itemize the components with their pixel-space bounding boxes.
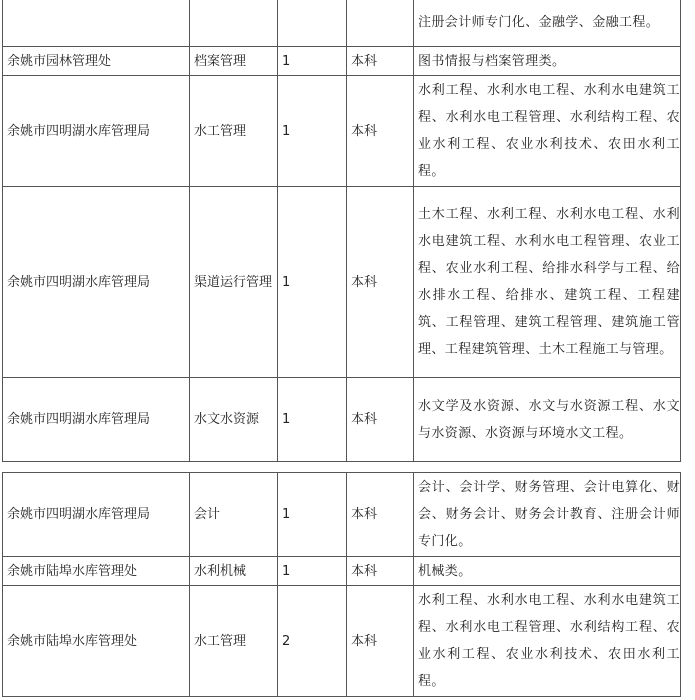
post-cell: 会计 <box>190 473 278 557</box>
table-row <box>3 473 681 557</box>
education-cell <box>347 0 414 47</box>
education-cell: 本科 <box>347 378 414 462</box>
education-cell: 本科 <box>347 47 414 76</box>
education-cell: 本科 <box>347 76 414 187</box>
count-cell: 1 <box>278 378 347 462</box>
table-row <box>3 47 681 76</box>
unit-cell: 余姚市陆埠水库管理处 <box>3 586 190 697</box>
unit-cell: 余姚市四明湖水库管理局 <box>3 473 190 557</box>
post-cell: 水工管理 <box>190 76 278 187</box>
count-cell: 1 <box>278 187 347 378</box>
post-cell: 水文水资源 <box>190 378 278 462</box>
table-row <box>3 378 681 462</box>
recruitment-table-lower <box>2 472 681 697</box>
table-row <box>3 586 681 697</box>
major-cell: 水文学及水资源、水文与水资源工程、水文与水资源、水资源与环境水文工程。 <box>414 378 681 462</box>
table-row <box>3 187 681 378</box>
unit-cell: 余姚市园林管理处 <box>3 47 190 76</box>
post-cell: 水工管理 <box>190 586 278 697</box>
major-cell: 水利工程、水利水电工程、水利水电建筑工程、水利水电工程管理、水利结构工程、农业水利工程、农业水利技术、农田水利工程。 <box>414 76 681 187</box>
major-cell: 水利工程、水利水电工程、水利水电建筑工程、水利水电工程管理、水利结构工程、农业水利工程、农业水利技术、农田水利工程。 <box>414 586 681 697</box>
post-cell: 渠道运行管理 <box>190 187 278 378</box>
recruitment-table-upper <box>2 0 681 462</box>
unit-cell: 余姚市陆埠水库管理处 <box>3 557 190 586</box>
count-cell <box>278 0 347 47</box>
major-cell: 图书情报与档案管理类。 <box>414 47 681 76</box>
unit-cell: 余姚市四明湖水库管理局 <box>3 378 190 462</box>
major-cell: 注册会计师专门化、金融学、金融工程。 <box>414 0 681 47</box>
unit-cell <box>3 0 190 47</box>
post-cell: 水利机械 <box>190 557 278 586</box>
major-cell: 机械类。 <box>414 557 681 586</box>
major-cell: 会计、会计学、财务管理、会计电算化、财会、财务会计、财务会计教育、注册会计师专门化。 <box>414 473 681 557</box>
unit-cell: 余姚市四明湖水库管理局 <box>3 76 190 187</box>
major-cell: 土木工程、水利工程、水利水电工程、水利水电建筑工程、水利水电工程管理、农业工程、农业水利工程、给排水科学与工程、给水排水工程、给排水、建筑工程、工程建筑、工程管理、建筑工程管理、建筑施工管理、工程建筑管理、土木工程施工与管理。 <box>414 187 681 378</box>
table-row <box>3 76 681 187</box>
unit-cell: 余姚市四明湖水库管理局 <box>3 187 190 378</box>
education-cell: 本科 <box>347 586 414 697</box>
education-cell: 本科 <box>347 473 414 557</box>
education-cell: 本科 <box>347 187 414 378</box>
education-cell: 本科 <box>347 557 414 586</box>
count-cell: 1 <box>278 47 347 76</box>
table-row <box>3 0 681 47</box>
count-cell: 1 <box>278 76 347 187</box>
count-cell: 2 <box>278 586 347 697</box>
count-cell: 1 <box>278 473 347 557</box>
post-cell <box>190 0 278 47</box>
post-cell: 档案管理 <box>190 47 278 76</box>
count-cell: 1 <box>278 557 347 586</box>
table-row <box>3 557 681 586</box>
